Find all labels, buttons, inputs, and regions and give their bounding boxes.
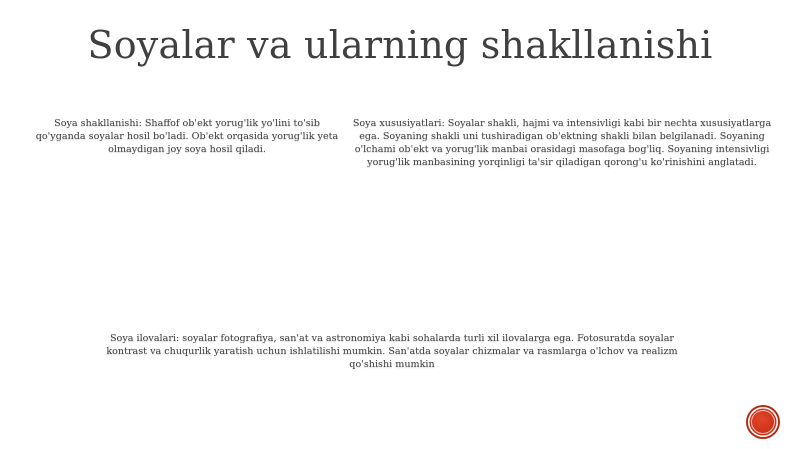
slide-title: Soyalar va ularning shakllanishi — [87, 23, 713, 67]
text-block-soya-shakllanishi: Soya shakllanishi: Shaffof ob'ekt yorug'lik yo'lini to'sib qo'yganda soyalar hosil bo'ladi. Ob'ekt orqasida yorug'lik yeta olmaydigan joy soya hosil qiladi. — [35, 118, 339, 155]
button-ring — [751, 410, 775, 434]
text-block-soya-xususiyatlari: Soya xususiyatlari: Soyalar shakli, hajmi va intensivligi kabi bir nechta xususiyatlarga ega. Soyaning shakli uni tushiradigan ob'ektning shakli bilan belgilanadi. Soyaning o'lchami ob'ekt va yorug'lik manbai orasidagi masofaga bog'liq. Soyaning intensivligi yorug'lik manbasining yorqinligi ta'sir qiladigan qorong'u ko'rinishini anglatadi. — [352, 118, 772, 168]
red-circle-button-icon[interactable] — [748, 407, 778, 437]
text-block-soya-ilovalari: Soya ilovalari: soyalar fotografiya, san'at va astronomiya kabi sohalarda turli xil ilovalarga ega. Fotosuratda soyalar kontrast va chuqurlik yaratish uchun ishlatilishi mumkin. San'atda soyalar chizmalar va rasmlarga o'lchov va realizm qo'shishi mumkin — [106, 333, 678, 370]
